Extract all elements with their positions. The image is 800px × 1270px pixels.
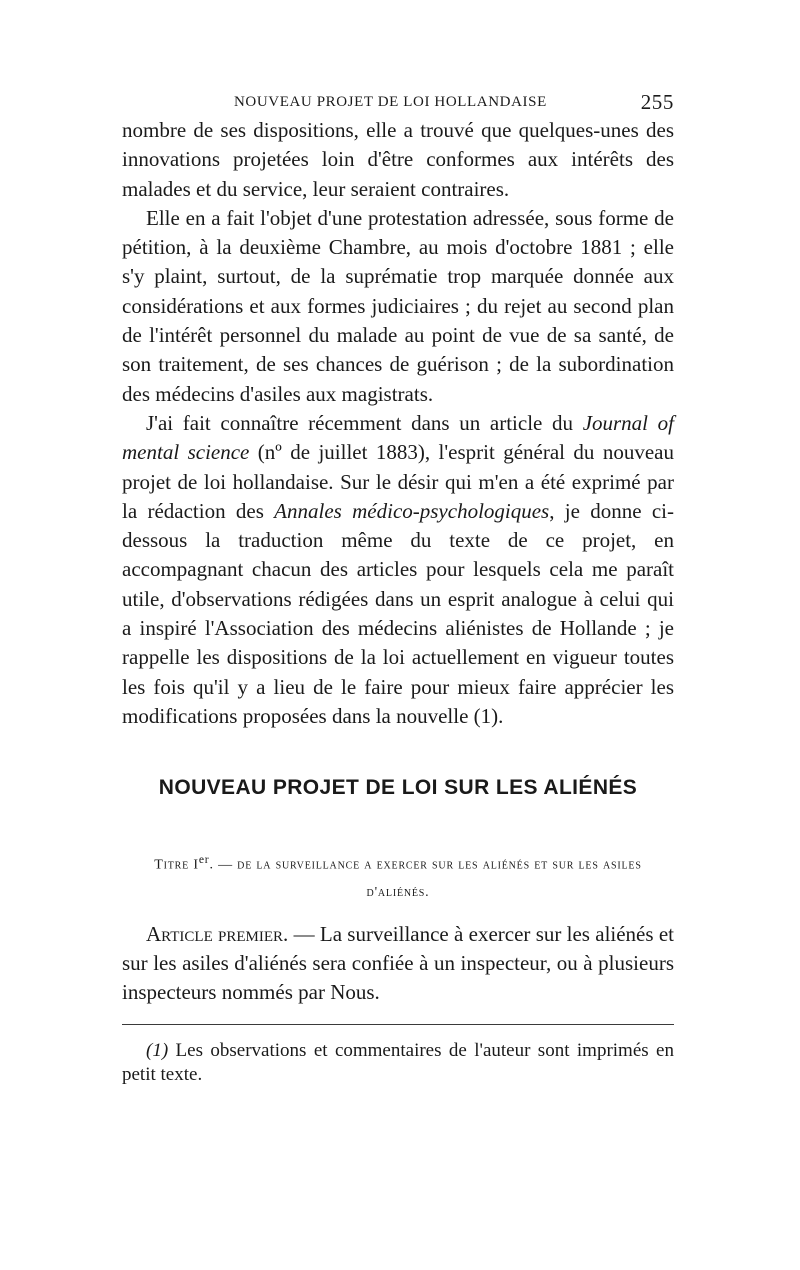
title-ordinal: er <box>198 853 210 867</box>
page-number: 255 <box>640 90 674 114</box>
article-premier <box>122 920 674 1008</box>
paragraph-3 <box>122 409 674 731</box>
paragraph-3-part-1: J'ai fait connaître récemment dans un article du <box>146 410 583 435</box>
title-heading <box>122 846 674 906</box>
paragraph-1: nombre de ses dispositions, elle a trouvé que quelques-unes des innovations projetées loin d'être conformes aux intérêts des malades et du service, leur seraient contraires. <box>122 118 674 201</box>
journal-title: Journal of mental science <box>122 410 675 465</box>
running-head <box>122 90 674 116</box>
footnote-text: Les observations et commentaires de l'auteur sont imprimés en petit texte. <box>122 1039 674 1085</box>
title-subject: . — de la surveillance a exercer sur les aliénés et sur les asiles d'aliénés. <box>209 857 642 900</box>
annales-title: Annales médico-psychologiques <box>274 498 550 523</box>
footnote <box>122 1039 674 1087</box>
running-title: NOUVEAU PROJET DE LOI HOLLANDAISE <box>234 94 547 110</box>
article-label: Article premier. <box>146 921 289 946</box>
paragraph-2: Elle en a fait l'objet d'une protestation adressée, sous forme de pétition, à la deuxième Chambre, au mois d'octobre 1881 ; elle s'y plaint, surtout, de la suprématie trop marquée donnée aux considérations et aux formes judiciaires ; du rejet au second plan de l'intérêt personnel du malade au point de vue de sa santé, de son traitement, de ses chances de guérison ; de la subordination des médecins d'asiles aux magistrats. <box>122 205 674 406</box>
paragraph-3-part-2: (nº de juillet 1883), l'esprit général du nouveau projet de loi hollandaise. Sur le désir qui m'en a été exprimé par la rédaction des <box>122 440 674 523</box>
footnote-marker: (1) <box>146 1039 169 1061</box>
article-text: — La surveillance à exercer sur les aliénés et sur les asiles d'aliénés sera confiée à un inspecteur, ou à plusieurs inspecteurs nommés par Nous. <box>122 921 674 1005</box>
paragraph-3-part-3: , je donne ci-dessous la traduction même du texte de ce projet, en accompagnant chacun des articles pour lesquels cela me paraît utile, d'observations rédigées dans un esprit analogue à celui qui a inspiré l'Association des médecins aliénistes de Hollande ; je rappelle les dispositions de la loi actuellement en vigueur toutes les fois qu'il y a lieu de le faire pour mieux faire apprécier les modifications proposées dans la nouvelle (1). <box>122 498 674 728</box>
title-label: Titre I <box>154 857 199 873</box>
page <box>122 90 674 1087</box>
footnote-divider <box>122 1024 674 1025</box>
body-text <box>122 116 674 731</box>
section-heading: NOUVEAU PROJET DE LOI SUR LES ALIÉNÉS <box>158 776 638 800</box>
